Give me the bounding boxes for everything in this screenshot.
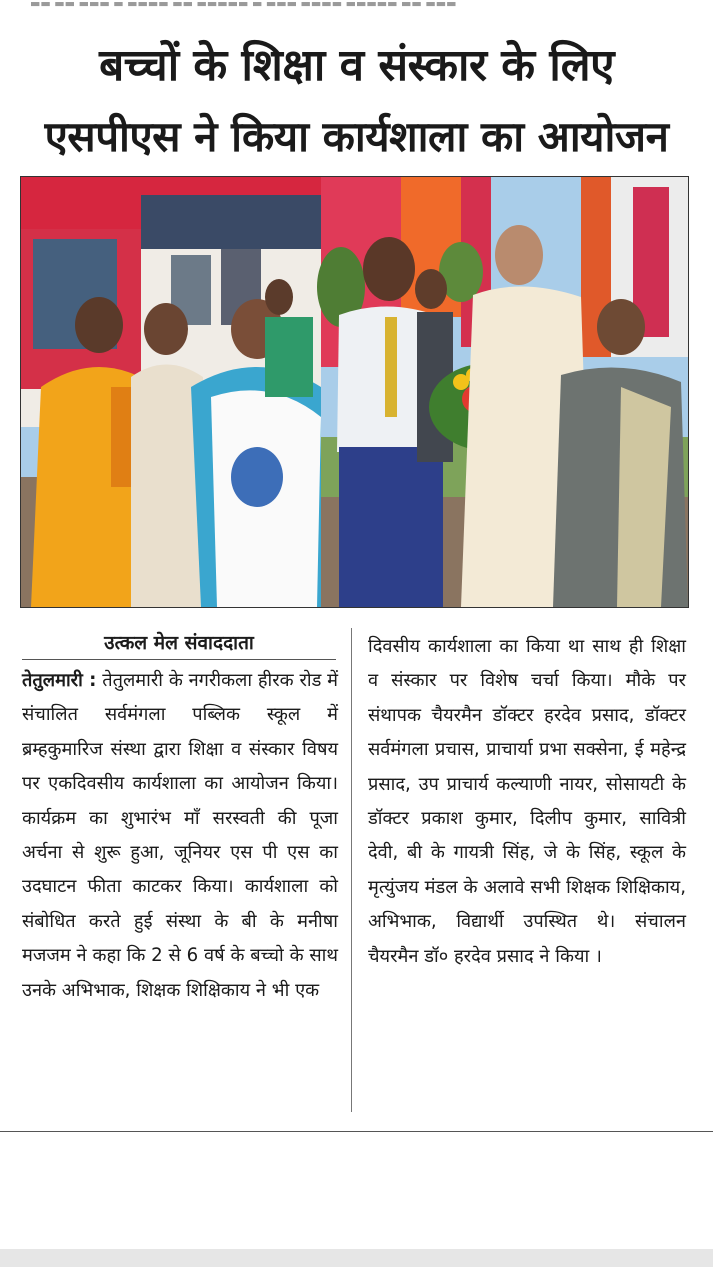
headline-line-2: एसपीएस ने किया कार्यशाला का आयोजन <box>44 112 669 161</box>
body-left-text: तेतुलमारी के नगरीकला हीरक रोड में संचालित सर्वमंगला पब्लिक स्कूल में ब्रम्हकुमारिज संस्था द्वारा शिक्षा व संस्कार विषय पर एकदिवसीय कार्यशाला का आयोजन किया। कार्यक्रम का शुभारंभ माँ सरस्वती की पूजा अर्चना से शुरू हुआ, जूनियर एस पी एस का उदघाटन फीता काटकर किया। कार्यशाला को संबोधित करते हुई संस्था के बी के मनीषा मजजम ने कहा कि 2 से 6 वर्ष के बच्चो के साथ उनके अभिभाक, शिक्षक शिक्षिकाय ने भी एक <box>22 670 338 1001</box>
cropped-text-strip: ▬▬ ▬▬ ▬▬▬ ▬ ▬▬▬▬ ▬▬ ▬▬▬▬▬ ▬ ▬▬▬ ▬▬▬▬ ▬▬▬▬▬ ▬▬ ▬▬▬ <box>30 0 457 10</box>
headline-line-1: बच्चों के शिक्षा व संस्कार के लिए <box>99 40 614 91</box>
byline: उत्कल मेल संवाददाता <box>22 628 336 660</box>
column-divider <box>351 628 352 1112</box>
article-photo <box>20 176 689 608</box>
article-body-left <box>22 664 338 1008</box>
bottom-divider <box>0 1131 713 1132</box>
bottom-bar <box>0 1249 713 1267</box>
article-body-right: दिवसीय कार्यशाला का किया था साथ ही शिक्षा व संस्कार पर विशेष चर्चा किया। मौके पर संथापक चैयरमैन डॉक्टर हरदेव प्रसाद, डॉक्टर सर्वमंगला प्रचास, प्राचार्या प्रभा सक्सेना, ई महेन्द्र प्रसाद, उप प्राचार्य कल्याणी नायर, सोसायटी के डॉक्टर प्रकाश कुमार, दिलीप कुमार, सावित्री देवी, बी के गायत्री सिंह, जे के सिंह, स्कूल के मृत्युंजय मंडल के अलावे सभी शिक्षक शिक्षिकाय, अभिभाक, विद्यार्थी उपस्थित थे। संचालन चैयरमैन डॉ० हरदेव प्रसाद ने किया । <box>368 636 686 967</box>
dateline: तेतुलमारी : <box>22 670 97 691</box>
